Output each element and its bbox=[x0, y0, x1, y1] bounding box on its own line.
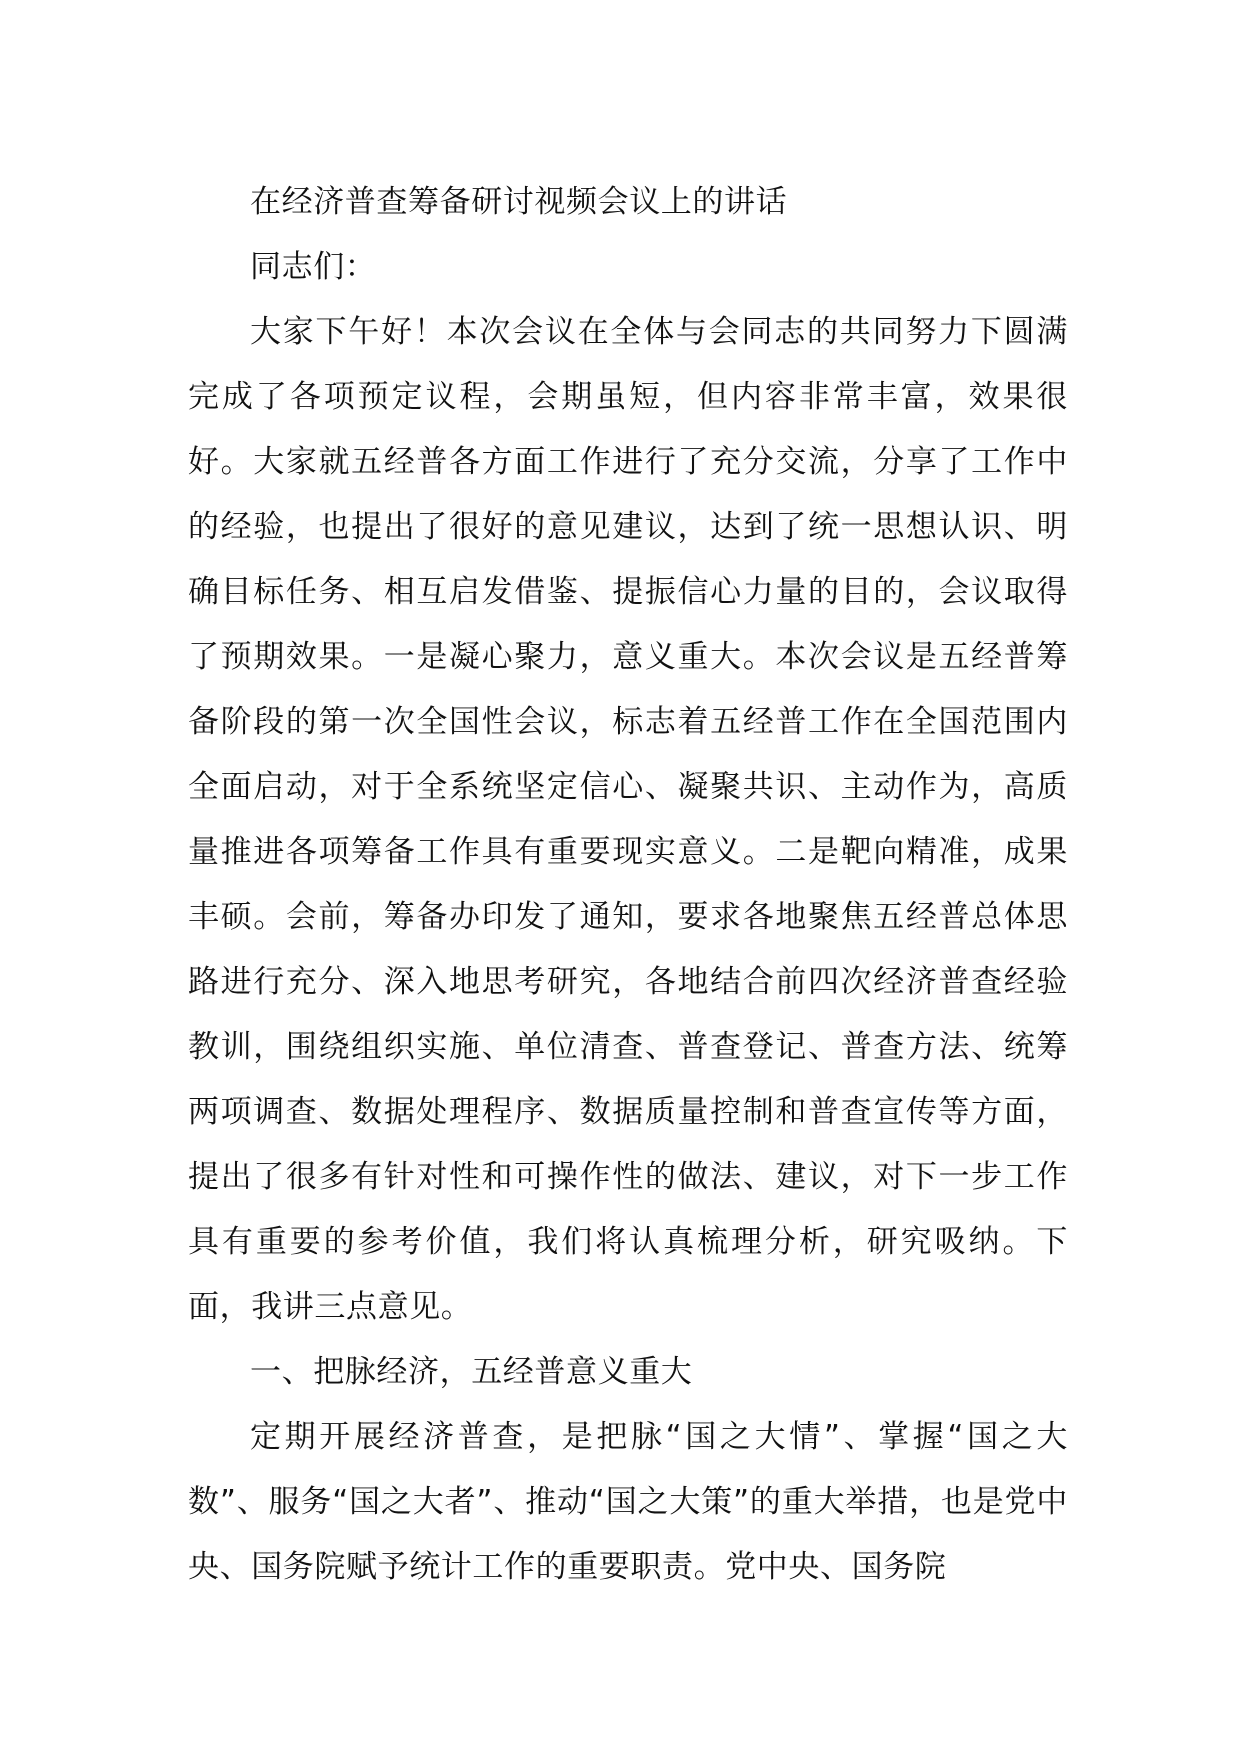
section-paragraph: 定期开展经济普查，是把脉“国之大情”、掌握“国之大数”、服务“国之大者”、推动“国之大策”的重大举措，也是党中央、国务院赋予统计工作的重要职责。党中央、国务院 bbox=[188, 1419, 1068, 1585]
document-title: 在经济普查筹备研讨视频会议上的讲话 bbox=[250, 184, 788, 220]
salutation: 同志们： bbox=[250, 249, 377, 285]
body-paragraph: 大家下午好！本次会议在全体与会同志的共同努力下圆满完成了各项预定议程，会期虽短，但内容非常丰富，效果很好。大家就五经普各方面工作进行了充分交流，分享了工作中的经验，也提出了很好的意见建议，达到了统一思想认识、明确目标任务、相互启发借鉴、提振信心力量的目的，会议取得了预期效果。一是凝心聚力，意义重大。本次会议是五经普筹备阶段的第一次全国性会议，标志着五经普工作在全国范围内全面启动，对于全系统坚定信心、凝聚共识、主动作为，高质量推进各项筹备工作具有重要现实意义。二是靶向精准，成果丰硕。会前，筹备办印发了通知，要求各地聚焦五经普总体思路进行充分、深入地思考研究，各地结合前四次经济普查经验教训，围绕组织实施、单位清查、普查登记、普查方法、统筹两项调查、数据处理程序、数据质量控制和普查宣传等方面，提出了很多有针对性和可操作性的做法、建议，对下一步工作具有重要的参考价值，我们将认真梳理分析，研究吸纳。下面，我讲三点意见。 bbox=[188, 314, 1068, 1325]
section-heading: 一、把脉经济，五经普意义重大 bbox=[250, 1354, 693, 1390]
document-body bbox=[188, 170, 1068, 1600]
